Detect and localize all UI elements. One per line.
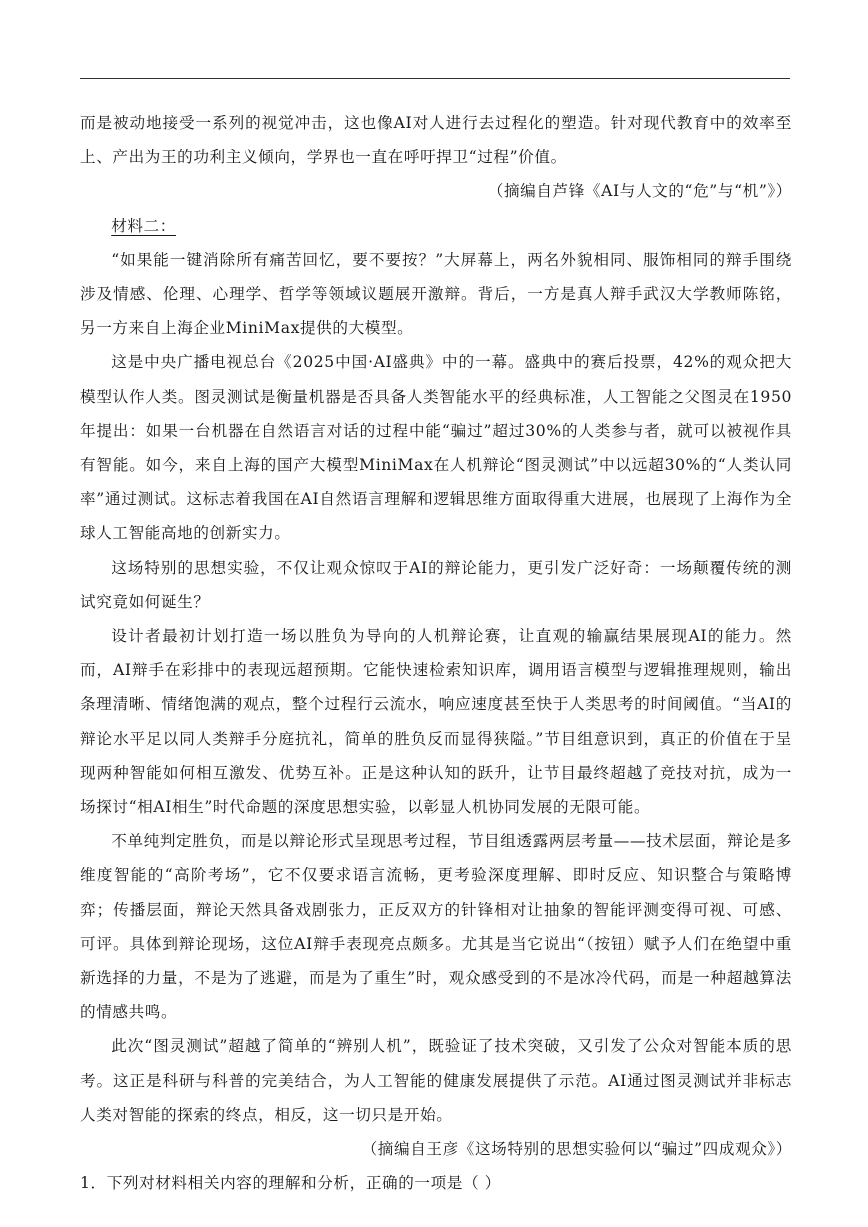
source-citation-2: （摘编自王彦《这场特别的思想实验何以“骗过”四成观众》） — [361, 1140, 792, 1159]
material-two-heading — [80, 209, 792, 243]
paragraph-2: 这是中央广播电视总台《2025中国·AI盛典》中的一幕。盛典中的赛后投票，42%的观众把大模型认作人类。图灵测试是衡量机器是否具备人类智能水平的经典标准，人工智能之父图灵在1950年提出：如果一台机器在自然语言对话的过程中能“骗过”超过30%的人类参与者，就可以被视作具有智能。如今，来自上海的国产大模型MiniMax在人机辩论“图灵测试”中以远超30%的“人类认同率”通过测试。这标志着我国在AI自然语言理解和逻辑思维方面取得重大进展，也展现了上海作为全球人工智能高地的创新实力。 — [80, 353, 792, 543]
paragraph-5: 不单纯判定胜负，而是以辩论形式呈现思考过程，节目组透露两层考量——技术层面，辩论是多维度智能的“高阶考场”，它不仅要求语言流畅，更考验深度理解、即时反应、知识整合与策略博弈；传播层面，辩论天然具备戏剧张力，正反双方的针锋相对让抽象的智能评测变得可视、可感、可评。具体到辩论现场，这位AI辩手表现亮点颇多。尤其是当它说出“（按钮）赋予人们在绝望中重新选择的力量，不是为了逃避，而是为了重生”时，观众感受到的不是冰冷代码，而是一种超越算法的情感共鸣。 — [80, 832, 792, 1022]
article-body — [80, 106, 792, 1201]
question-1: 1．下列对材料相关内容的理解和分析，正确的一项是（ ） — [80, 1174, 501, 1193]
material-two-label: 材料二： — [111, 216, 176, 235]
paragraph-1: “如果能一键消除所有痛苦回忆，要不要按？”大屏幕上，两名外貌相同、服饰相同的辩手围绕涉及情感、伦理、心理学、哲学等领域议题展开激辩。背后，一方是真人辩手武汉大学教师陈铭，另一方来自上海企业MiniMax提供的大模型。 — [80, 250, 792, 338]
paragraph-6: 此次“图灵测试”超越了简单的“辨别人机”，既验证了技术突破，又引发了公众对智能本质的思考。这正是科研与科普的完美结合，为人工智能的健康发展提供了示范。AI通过图灵测试并非标志人类对智能的探索的终点，相反，这一切只是开始。 — [80, 1037, 792, 1124]
header-rule — [80, 78, 790, 79]
paragraph-continued: 而是被动地接受一系列的视觉冲击，这也像AI对人进行去过程化的塑造。针对现代教育中的效率至上、产出为王的功利主义倾向，学界也一直在呼吁捍卫“过程”价值。 — [80, 114, 792, 167]
paragraph-4: 设计者最初计划打造一场以胜负为导向的人机辩论赛，让直观的输赢结果展现AI的能力。然而，AI辩手在彩排中的表现远超预期。它能快速检索知识库，调用语言模型与逻辑推理规则，输出条理清晰、情绪饱满的观点，整个过程行云流水，响应速度甚至快于人类思考的时间阈值。“当AI的辩论水平足以同人类辩手分庭抗礼，简单的胜负反而显得狭隘。”节目组意识到，真正的价值在于呈现两种智能如何相互激发、优势互补。正是这种认知的跃升，让节目最终超越了竞技对抗，成为一场探讨“相AI相生”时代命题的深度思想实验，以彰显人机协同发展的无限可能。 — [80, 627, 792, 817]
paragraph-3: 这场特别的思想实验，不仅让观众惊叹于AI的辩论能力，更引发广泛好奇：一场颠覆传统的测试究竟如何诞生？ — [80, 558, 792, 611]
source-citation-1: （摘编自芦锋《AI与人文的“危”与“机”》） — [487, 182, 792, 201]
